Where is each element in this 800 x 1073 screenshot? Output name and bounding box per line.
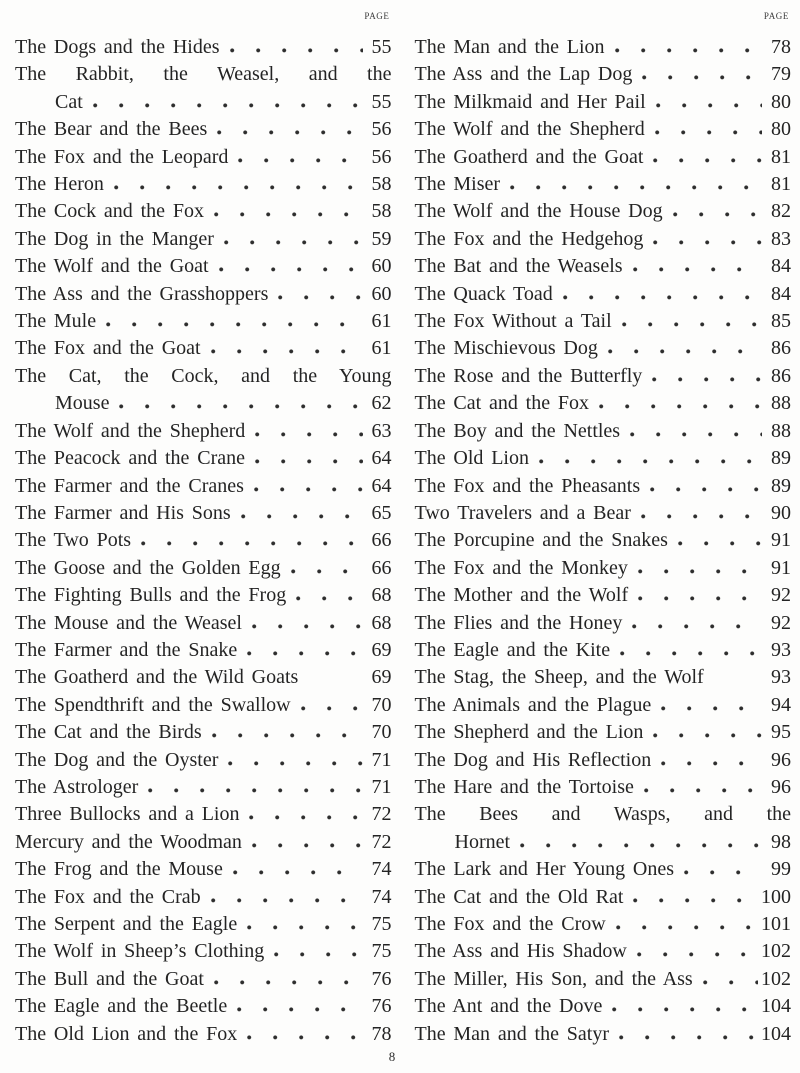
toc-entry [15,555,392,582]
toc-entry [415,171,792,198]
entry-title: Two Travelers and a Bear [414,501,631,524]
toc-entry [415,308,792,335]
entry-title: The Dog and the Oyster [15,748,219,771]
entry-title: The Cat and the Birds [15,721,202,744]
entry-title: The Mischievous Dog [414,337,598,360]
toc-entry [15,938,392,965]
entry-page-number: 64 [371,447,392,470]
page-column-header: PAGE [364,11,390,21]
entry-title: The Peacock and the Crane [15,447,245,470]
entry-page-number: 68 [371,611,392,634]
dot-leader [255,432,362,437]
entry-page-number: 94 [771,693,791,716]
entry-page-number: 74 [371,885,392,908]
dot-leader [212,733,363,738]
entry-title: The Mouse and the Weasel [15,611,242,634]
toc-entry [15,801,392,828]
toc-entries [15,34,392,1048]
entry-title-line1: The Cat, the Cock, and the Young [15,364,392,387]
entry-title: The Wolf and the Shepherd [15,419,246,442]
entry-title: The Fox and the Leopard [15,145,229,168]
entry-title-continuation-line [415,829,792,856]
entry-page-number: 78 [771,36,791,58]
dot-leader [563,295,762,300]
entry-title: The Miser [414,173,501,196]
entry-title: The Lark and Her Young Ones [414,858,675,881]
toc-entry [415,116,792,143]
toc-entry [15,226,392,253]
entry-page-number: 80 [771,90,791,113]
entry-title: The Astrologer [15,775,139,798]
entry-page-number: 92 [771,611,791,634]
dot-leader [656,103,762,108]
entry-title: The Goatherd and the Goat [414,145,644,168]
entry-page-number: 83 [771,227,791,250]
toc-entry [415,500,792,527]
entry-title: The Mule [15,310,97,333]
toc-entry [415,719,792,746]
entry-title: The Fox and the Crab [15,885,201,908]
entry-title: Mercury and the Woodman [15,830,242,853]
entry-page-number: 66 [371,556,392,579]
dot-leader [633,267,762,272]
toc-entry [15,829,392,856]
entry-title: The Quack Toad [414,282,553,305]
toc-entry-wrapped [415,801,792,856]
entry-page-number: 79 [771,63,791,86]
entry-page-number: 82 [771,200,791,223]
dot-leader [141,541,362,546]
entry-title: The Bear and the Bees [15,118,208,141]
entry-title: The Heron [15,173,104,196]
entry-title: The Ass and the Grasshoppers [15,282,269,305]
toc-entry-wrapped [15,363,392,418]
dot-leader [247,651,362,656]
folio-page-number: 8 [388,1049,396,1064]
entry-title: The Shepherd and the Lion [414,721,644,744]
toc-entry [15,692,392,719]
entry-title: The Wolf and the House Dog [414,200,663,223]
entry-title: The Boy and the Nettles [414,419,621,442]
toc-entry [415,856,792,883]
dot-leader [637,952,758,957]
dot-leader [114,185,363,190]
dot-leader [599,404,762,409]
dot-leader [217,130,362,135]
dot-leader [106,322,362,327]
entry-title: The Cat and the Old Rat [414,885,624,908]
dot-leader [238,158,362,163]
dot-leader [278,295,362,300]
dot-leader [653,240,762,245]
toc-entry-wrapped [15,61,392,116]
dot-leader [241,514,363,519]
entry-page-number: 58 [371,173,392,196]
toc-entry [15,198,392,225]
toc-entry [415,445,792,472]
entry-title: The Man and the Satyr [414,1022,609,1045]
entry-page-number: 72 [371,803,392,826]
toc-entry [415,335,792,362]
dot-leader [148,788,362,793]
entry-page-number: 75 [371,940,392,963]
dot-leader [650,487,762,492]
toc-entry [15,664,392,691]
entry-title: The Two Pots [15,529,132,552]
dot-leader [673,212,762,217]
dot-leader [211,349,363,354]
dot-leader [620,651,762,656]
entry-title: The Flies and the Honey [414,611,623,634]
toc-entry [15,747,392,774]
toc-entry [415,144,792,171]
dot-leader [641,514,762,519]
dot-leader [291,569,363,574]
dot-leader [630,432,762,437]
entry-title: The Farmer and the Snake [15,638,238,661]
toc-entry [15,719,392,746]
entry-page-number: 56 [371,145,392,168]
toc-entry [415,363,792,390]
entry-page-number: 93 [771,666,791,689]
entry-page-number: 78 [371,1022,392,1045]
toc-entry [15,281,392,308]
toc-entry [15,500,392,527]
entry-title-continuation-line [15,89,392,116]
dot-leader [520,843,762,848]
toc-entry [15,116,392,143]
toc-entry [15,473,392,500]
dot-leader [608,349,762,354]
toc-entry [15,445,392,472]
dot-leader [301,678,362,683]
dot-leader [615,48,762,53]
entry-title: The Serpent and the Eagle [15,913,238,935]
entry-page-number: 92 [771,584,791,607]
entry-page-number: 99 [771,858,791,881]
toc-entry [15,171,392,198]
entry-page-number: 65 [371,501,392,524]
entry-title: The Spendthrift and the Swallow [15,693,291,716]
dot-leader [655,130,762,135]
entry-page-number: 62 [371,392,392,415]
entry-page-number: 90 [771,501,791,524]
entry-title: The Eagle and the Beetle [15,995,228,1018]
dot-leader [510,185,762,190]
dot-leader [296,596,362,601]
dot-leader [249,815,362,820]
dot-leader [684,870,762,875]
toc-entry [415,664,792,691]
dot-leader [638,569,762,574]
entry-page-number: 75 [371,913,392,935]
entry-title: The Porcupine and the Snakes [414,529,668,552]
entry-title: The Bat and the Weasels [414,255,623,278]
toc-entry [415,226,792,253]
toc-entry [15,911,392,938]
dot-leader [255,459,363,464]
entry-page-number: 71 [371,748,392,771]
entry-title: The Man and the Lion [414,36,605,58]
toc-column [15,6,392,1048]
dot-leader [612,1007,758,1012]
toc-entry [415,281,792,308]
dot-leader [638,596,762,601]
toc-entry [415,911,792,938]
toc-entry [415,966,792,993]
entry-page-number: 61 [371,337,392,360]
toc-entry [415,582,792,609]
toc-entry [415,555,792,582]
dot-leader [274,952,362,957]
toc-entries [415,34,792,1048]
toc-column [415,6,792,1048]
entry-title: The Mother and the Wolf [414,584,629,607]
entry-title-line2: Hornet [454,830,511,853]
entry-page-number: 96 [771,775,791,798]
dot-leader [228,761,362,766]
entry-page-number: 68 [371,584,392,607]
entry-page-number: 81 [771,173,791,196]
entry-title-continuation-line [15,390,392,417]
toc-entry [415,527,792,554]
toc-entry [15,856,392,883]
entry-title: The Ass and His Shadow [414,940,627,963]
entry-page-number: 64 [371,474,392,497]
dot-leader [93,103,363,108]
entry-title-line1: The Bees and Wasps, and the [414,803,791,826]
dot-leader [653,158,762,163]
entry-title: The Goatherd and the Wild Goats [15,666,299,689]
entry-page-number: 60 [371,255,392,278]
entry-page-number: 91 [771,556,791,579]
entry-page-number: 66 [371,529,392,552]
dot-leader [211,898,363,903]
entry-title: The Dogs and the Hides [15,36,220,58]
entry-title: The Animals and the Plague [414,693,652,716]
entry-page-number: 69 [371,638,392,661]
entry-title: The Eagle and the Kite [414,638,611,661]
entry-page-number: 71 [371,775,392,798]
entry-title: The Wolf and the Goat [15,255,209,278]
dot-leader [619,1035,758,1040]
entry-page-number: 60 [371,282,392,305]
toc-entry [15,253,392,280]
entry-page-number: 56 [371,118,392,141]
dot-leader [247,925,362,930]
toc-entry [15,34,392,61]
entry-page-number: 96 [771,748,791,771]
dot-leader [539,459,762,464]
entry-page-number: 98 [771,830,791,853]
entry-title: The Frog and the Mouse [15,858,223,881]
entry-title: The Ant and the Dove [414,995,603,1018]
entry-page-number: 81 [771,145,791,168]
dot-leader [678,541,762,546]
entry-title: The Milkmaid and Her Pail [414,90,646,113]
dot-leader [214,212,363,217]
entry-page-number: 84 [771,282,791,305]
dot-leader [642,75,762,80]
dot-leader [247,1035,362,1040]
entry-page-number: 88 [771,392,791,415]
dot-leader [301,706,363,711]
entry-title: The Wolf and the Shepherd [414,118,645,141]
dot-leader [237,1007,362,1012]
entry-page-number: 86 [771,364,791,387]
toc-entry [15,1021,392,1048]
toc-entry [15,527,392,554]
toc-entry [15,966,392,993]
dot-leader [254,487,363,492]
toc-entry [415,418,792,445]
toc-entry [415,253,792,280]
entry-title: The Old Lion [414,447,529,470]
entry-page-number: 55 [371,36,392,58]
toc-entry [15,308,392,335]
dot-leader [633,898,758,903]
entry-page-number: 76 [371,995,392,1018]
entry-page-number: 88 [771,419,791,442]
entry-page-number: 95 [771,721,791,744]
dot-leader [661,706,762,711]
entry-page-number: 104 [761,1022,791,1045]
entry-title: The Stag, the Sheep, and the Wolf [414,666,704,689]
dot-leader [252,624,363,629]
dot-leader [214,980,363,985]
toc-entry [415,1021,792,1048]
entry-title: The Dog and His Reflection [414,748,652,771]
dot-leader [119,404,362,409]
entry-title: The Fox and the Pheasants [414,474,641,497]
entry-page-number: 100 [761,885,791,908]
entry-title: The Farmer and the Cranes [15,474,244,497]
dot-leader [233,870,363,875]
toc-entry [415,473,792,500]
entry-title: The Fighting Bulls and the Frog [15,584,287,607]
entry-page-number: 72 [371,830,392,853]
toc-entry [415,692,792,719]
toc-entry [15,418,392,445]
entry-page-number: 63 [371,419,392,442]
toc-entry [415,610,792,637]
entry-page-number: 70 [371,693,392,716]
dot-leader [224,240,363,245]
toc-entry [415,34,792,61]
toc-entry [15,582,392,609]
entry-page-number: 104 [761,995,791,1018]
entry-page-number: 93 [771,638,791,661]
toc-entry [415,390,792,417]
entry-title: The Wolf in Sheep’s Clothing [15,940,265,963]
dot-leader [652,377,762,382]
toc-entry [15,144,392,171]
entry-title-line1: The Rabbit, the Weasel, and the [15,63,392,86]
entry-page-number: 61 [371,310,392,333]
entry-page-number: 102 [761,940,791,963]
entry-page-number: 69 [371,666,392,689]
dot-leader [661,761,762,766]
toc-entry [415,938,792,965]
entry-title: The Hare and the Tortoise [414,775,634,798]
entry-title: The Cat and the Fox [414,392,590,415]
toc-entry [415,993,792,1020]
entry-title: The Goose and the Golden Egg [15,556,281,579]
entry-title: The Fox and the Monkey [414,556,628,579]
entry-title: The Fox and the Crow [414,913,606,935]
entry-page-number: 91 [771,529,791,552]
dot-leader [707,678,762,683]
entry-page-number: 86 [771,337,791,360]
toc-entry [15,637,392,664]
dot-leader [622,322,762,327]
entry-title: The Ass and the Lap Dog [414,63,633,86]
entry-title: The Miller, His Son, and the Ass [414,967,693,990]
toc-entry [15,884,392,911]
entry-page-number: 85 [771,310,791,333]
dot-leader [219,267,363,272]
entry-title: The Bull and the Goat [15,967,204,990]
toc-entry [415,884,792,911]
dot-leader [644,788,762,793]
entry-title: The Fox and the Goat [15,337,201,360]
entry-title: The Fox Without a Tail [414,310,612,333]
toc-entry [15,610,392,637]
toc-entry [415,747,792,774]
toc-entry [415,61,792,88]
entry-page-number: 102 [761,967,791,990]
toc-entry [415,89,792,116]
entry-page-number: 74 [371,858,392,881]
entry-page-number: 101 [761,913,791,935]
entry-title: The Fox and the Hedgehog [414,227,644,250]
entry-page-number: 70 [371,721,392,744]
dot-leader [252,843,363,848]
entry-title: The Old Lion and the Fox [15,1022,238,1045]
entry-title: Three Bullocks and a Lion [15,803,240,826]
entry-page-number: 89 [771,474,791,497]
entry-page-number: 76 [371,967,392,990]
entry-title: The Farmer and His Sons [15,501,231,524]
entry-page-number: 80 [771,118,791,141]
dot-leader [632,624,762,629]
entry-page-number: 58 [371,200,392,223]
entry-page-number: 84 [771,255,791,278]
toc-entry [15,993,392,1020]
entry-page-number: 89 [771,447,791,470]
entry-title-line2: Cat [55,90,83,113]
entry-page-number: 59 [371,227,392,250]
toc-entry [15,335,392,362]
dot-leader [230,48,363,53]
entry-title: The Dog in the Manger [15,227,214,250]
dot-leader [653,733,762,738]
page-column-header: PAGE [763,11,789,21]
toc-entry [415,637,792,664]
dot-leader [616,925,758,930]
toc-entry [15,774,392,801]
entry-title-line2: Mouse [55,392,110,415]
entry-title: The Cock and the Fox [15,200,204,223]
entry-title: The Rose and the Butterfly [414,364,643,387]
entry-page-number: 55 [371,90,392,113]
toc-entry [415,774,792,801]
dot-leader [703,980,758,985]
toc-entry [415,198,792,225]
